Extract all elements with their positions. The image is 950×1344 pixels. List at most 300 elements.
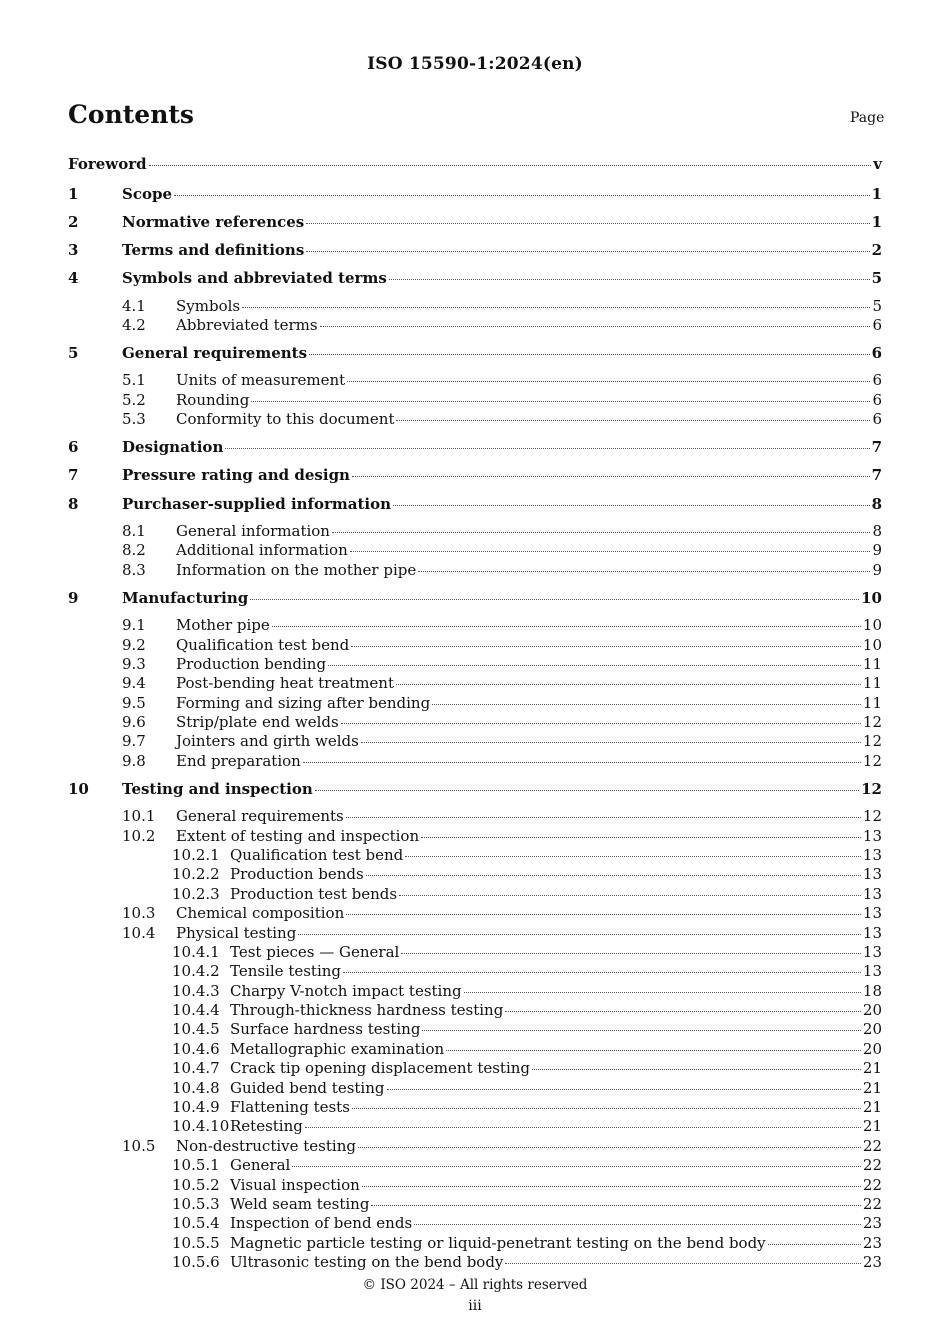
- toc-entry-number: 9: [68, 588, 79, 607]
- toc-entry-page: v: [873, 155, 882, 173]
- toc-entry-line: [176, 391, 882, 410]
- toc-entry-title[interactable]: Metallographic examination: [230, 1039, 445, 1058]
- toc-entry-line: [230, 1176, 882, 1195]
- toc-entry-number: 9.7: [122, 732, 146, 751]
- toc-entry[interactable]: [68, 212, 882, 240]
- toc-entry-number: 10.4.2: [172, 962, 220, 981]
- toc-entry-number: 10.2.2: [172, 865, 220, 884]
- dot-leader: [306, 250, 869, 252]
- dot-leader: [358, 1146, 861, 1148]
- toc-entry-title[interactable]: Normative references: [122, 212, 305, 231]
- dot-leader: [399, 894, 861, 896]
- dot-leader: [251, 400, 870, 402]
- toc-entry-line: [176, 655, 882, 674]
- dot-leader: [347, 380, 870, 382]
- toc-entry-title[interactable]: Scope: [122, 184, 173, 203]
- toc-entry-line: [122, 343, 882, 363]
- toc-entry-line: [176, 924, 882, 943]
- toc-entry[interactable]: [68, 1234, 882, 1253]
- document-header: ISO 15590-1:2024(en): [367, 54, 583, 74]
- toc-entry-title[interactable]: Qualification test bend: [230, 845, 404, 864]
- toc-entry-line: [122, 779, 882, 799]
- dot-leader: [242, 306, 870, 308]
- toc-entry-title[interactable]: Foreword: [68, 155, 147, 173]
- dot-leader: [532, 1068, 861, 1070]
- toc-entry-title[interactable]: Tensile testing: [230, 962, 342, 981]
- toc-entry-title[interactable]: Rounding: [176, 390, 250, 409]
- toc-entry-page: 1: [871, 184, 882, 203]
- toc-entry[interactable]: [68, 1214, 882, 1233]
- toc-entry-line: [176, 1137, 882, 1156]
- dot-leader: [351, 645, 861, 647]
- dot-leader: [421, 836, 861, 838]
- toc-entry-line: [176, 807, 882, 826]
- toc-entry-page: 6: [872, 316, 882, 335]
- toc-entry-page: 23: [862, 1233, 882, 1252]
- toc-entry-title[interactable]: General information: [176, 522, 330, 541]
- toc-entry-page: 8: [872, 522, 882, 541]
- toc-entry-page: 6: [872, 410, 882, 429]
- toc-entry-line: [176, 713, 882, 732]
- toc-entry-line: [230, 1059, 882, 1078]
- toc-entry-page: 21: [862, 1059, 882, 1078]
- toc-entry-number: 4.2: [122, 316, 146, 335]
- dot-leader: [305, 1126, 861, 1128]
- toc-entry-title[interactable]: General requirements: [122, 344, 308, 363]
- toc-entry-title[interactable]: Production bends: [230, 865, 364, 884]
- toc-entry[interactable]: [68, 1195, 882, 1214]
- toc-entry-line: [122, 184, 882, 204]
- toc-entry-title[interactable]: End preparation: [176, 751, 301, 770]
- toc-entry-number: 10.5.4: [172, 1214, 220, 1233]
- toc-entry-title[interactable]: General: [230, 1156, 291, 1175]
- dot-leader: [396, 683, 861, 685]
- dot-leader: [303, 761, 861, 763]
- toc-entry-number: 5.2: [122, 390, 146, 409]
- toc-entry-line: [122, 437, 882, 457]
- toc-entry-page: 20: [862, 1039, 882, 1058]
- toc-entry[interactable]: [68, 1020, 882, 1039]
- toc-entry-number: 7: [68, 466, 79, 485]
- toc-entry-line: [230, 1234, 882, 1253]
- dot-leader: [309, 353, 870, 355]
- dot-leader: [250, 598, 859, 600]
- toc-entry[interactable]: [68, 616, 882, 635]
- toc-entry-page: 21: [862, 1098, 882, 1117]
- dot-leader: [346, 913, 861, 915]
- toc-entry-title[interactable]: Production bending: [176, 654, 327, 673]
- toc-entry[interactable]: [68, 541, 882, 560]
- toc-entry-line: [176, 410, 882, 429]
- toc-entry-title[interactable]: Abbreviated terms: [176, 316, 318, 335]
- toc-entry-title[interactable]: Magnetic particle testing or liquid-penetrant testing on the bend body: [230, 1233, 766, 1252]
- toc-entry-title[interactable]: Crack tip opening displacement testing: [230, 1059, 531, 1078]
- toc-entry-page: 18: [862, 981, 882, 1000]
- toc-entry-title[interactable]: Ultrasonic testing on the bend body: [230, 1253, 504, 1272]
- toc-entry-page: 21: [862, 1078, 882, 1097]
- toc-entry-number: 5.1: [122, 371, 146, 390]
- toc-entry-page: 7: [871, 438, 882, 457]
- toc-entry[interactable]: [68, 1137, 882, 1156]
- toc-entry-line: [122, 588, 882, 608]
- toc-entry[interactable]: [68, 494, 882, 522]
- toc-entry[interactable]: [68, 316, 882, 343]
- toc-entry-title[interactable]: Non-destructive testing: [176, 1136, 356, 1155]
- toc-entry[interactable]: [68, 694, 882, 713]
- toc-entry-title[interactable]: Extent of testing and inspection: [176, 826, 420, 845]
- toc-entry-number: 8: [68, 494, 79, 513]
- page-column-label: Page: [850, 110, 885, 126]
- toc-entry-title[interactable]: General requirements: [176, 807, 344, 826]
- toc-entry-number: 9.4: [122, 674, 146, 693]
- page-number: iii: [468, 1298, 482, 1314]
- toc-entry-line: [230, 962, 882, 981]
- toc-entry-number: 10.4.6: [172, 1039, 220, 1058]
- toc-entry-title[interactable]: Pressure rating and design: [122, 466, 350, 485]
- toc-entry-number: 5.3: [122, 410, 146, 429]
- toc-entry[interactable]: [68, 437, 882, 465]
- toc-entry-number: 3: [68, 241, 79, 260]
- dot-leader: [446, 1049, 861, 1051]
- toc-entry-line: [176, 752, 882, 771]
- toc-entry-number: 10.1: [122, 807, 156, 826]
- dot-leader: [292, 1165, 861, 1167]
- toc-entry-page: 11: [862, 693, 882, 712]
- toc-entry[interactable]: [68, 924, 882, 943]
- dot-leader: [387, 1088, 861, 1090]
- toc-entry-title[interactable]: Purchaser-supplied information: [122, 494, 392, 513]
- toc-entry-line: [176, 316, 882, 335]
- dot-leader: [393, 504, 870, 506]
- toc-entry-number: 10.4.8: [172, 1078, 220, 1097]
- dot-leader: [328, 664, 861, 666]
- toc-entry-number: 10.5.2: [172, 1175, 220, 1194]
- dot-leader: [361, 741, 861, 743]
- toc-entry-page: 10: [862, 635, 882, 654]
- dot-leader: [505, 1010, 861, 1012]
- toc-entry-number: 10.5.1: [172, 1156, 220, 1175]
- toc-entry-number: 10.5: [122, 1136, 156, 1155]
- toc-entry-number: 10.5.6: [172, 1253, 220, 1272]
- toc-entry-page: 12: [862, 751, 882, 770]
- toc-entry-number: 10.4.7: [172, 1059, 220, 1078]
- toc-entry-number: 10.4.9: [172, 1098, 220, 1117]
- toc-entry[interactable]: [68, 962, 882, 981]
- toc-entry-page: 13: [862, 962, 882, 981]
- dot-leader: [505, 1262, 861, 1264]
- toc-entry-page: 22: [862, 1194, 882, 1213]
- toc-entry-line: [230, 885, 882, 904]
- toc-entry-page: 22: [862, 1175, 882, 1194]
- toc-entry-page: 21: [862, 1117, 882, 1136]
- toc-entry-number: 1: [68, 184, 79, 203]
- toc-entry-page: 13: [862, 826, 882, 845]
- toc-entry[interactable]: [68, 827, 882, 846]
- toc-entry-page: 5: [872, 296, 882, 315]
- toc-entry[interactable]: [68, 465, 882, 493]
- toc-entry-number: 10.4.5: [172, 1020, 220, 1039]
- toc-entry-line: [230, 1156, 882, 1175]
- toc-entry[interactable]: [68, 184, 882, 212]
- toc-entry-page: 9: [872, 560, 882, 579]
- toc-entry-page: 12: [862, 807, 882, 826]
- toc-entry-number: 10.4.1: [172, 942, 220, 961]
- toc-entry-number: 8.2: [122, 541, 146, 560]
- dot-leader: [768, 1243, 861, 1245]
- toc-entry[interactable]: [68, 588, 882, 616]
- toc-entry[interactable]: [68, 865, 882, 884]
- toc-entry[interactable]: [68, 1001, 882, 1020]
- toc-entry-title[interactable]: Terms and definitions: [122, 241, 305, 260]
- toc-entry-line: [68, 154, 882, 174]
- toc-entry-number: 10.5.3: [172, 1194, 220, 1213]
- toc-entry-line: [176, 616, 882, 635]
- toc-entry-number: 2: [68, 212, 79, 231]
- toc-entry[interactable]: [68, 779, 882, 807]
- toc-entry-title[interactable]: Symbols and abbreviated terms: [122, 269, 387, 288]
- dot-leader: [343, 971, 861, 973]
- toc-entry-line: [122, 268, 882, 288]
- toc-entry-page: 7: [871, 466, 882, 485]
- toc-entry[interactable]: [68, 1059, 882, 1078]
- toc-entry-page: 23: [862, 1253, 882, 1272]
- toc-entry[interactable]: [68, 1079, 882, 1098]
- toc-entry[interactable]: [68, 1156, 882, 1175]
- toc-entry-page: 6: [872, 390, 882, 409]
- toc-entry[interactable]: [68, 885, 882, 904]
- toc-entry-line: [176, 904, 882, 923]
- toc-entry[interactable]: [68, 268, 882, 296]
- toc-entry-title[interactable]: Units of measurement: [176, 371, 346, 390]
- toc-entry[interactable]: [68, 410, 882, 437]
- toc-entry-line: [230, 1253, 882, 1272]
- toc-entry-line: [122, 465, 882, 485]
- toc-entry-title[interactable]: Chemical composition: [176, 904, 345, 923]
- toc-entry-number: 10.4: [122, 923, 156, 942]
- toc-entry-number: 9.1: [122, 616, 146, 635]
- toc-entry-line: [176, 371, 882, 390]
- toc-entry-title[interactable]: Manufacturing: [122, 588, 249, 607]
- toc-entry-number: 4: [68, 269, 79, 288]
- toc-entry-page: 1: [871, 212, 882, 231]
- toc-entry-line: [230, 982, 882, 1001]
- dot-leader: [432, 703, 861, 705]
- toc-entry[interactable]: [68, 752, 882, 779]
- toc-entry-line: [176, 297, 882, 316]
- toc-entry-number: 10.2.1: [172, 845, 220, 864]
- toc-entry-page: 13: [862, 884, 882, 903]
- toc-entry-number: 10.4.10: [172, 1117, 230, 1136]
- toc-entry-number: 9.2: [122, 635, 146, 654]
- toc-entry[interactable]: [68, 343, 882, 371]
- toc-entry-line: [230, 1195, 882, 1214]
- toc-entry-title[interactable]: Through-thickness hardness testing: [230, 1001, 504, 1020]
- dot-leader: [371, 1204, 860, 1206]
- dot-leader: [418, 570, 870, 572]
- toc-entry-title[interactable]: Additional information: [176, 541, 348, 560]
- toc-entry-page: 22: [862, 1136, 882, 1155]
- dot-leader: [306, 222, 869, 224]
- toc-entry[interactable]: [68, 154, 882, 184]
- toc-entry-line: [176, 636, 882, 655]
- toc-entry-line: [176, 674, 882, 693]
- dot-leader: [272, 625, 861, 627]
- toc-entry-number: 9.6: [122, 713, 146, 732]
- toc-entry-title[interactable]: Weld seam testing: [230, 1194, 370, 1213]
- toc-entry-number: 4.1: [122, 296, 146, 315]
- toc-entry-page: 11: [862, 674, 882, 693]
- toc-entry-page: 12: [862, 713, 882, 732]
- toc-entry-page: 12: [861, 779, 882, 798]
- toc-entry-title[interactable]: Physical testing: [176, 923, 297, 942]
- toc-entry-line: [230, 1117, 882, 1136]
- toc-entry-page: 20: [862, 1020, 882, 1039]
- toc-entry[interactable]: [68, 1253, 882, 1272]
- toc-entry-number: 6: [68, 438, 79, 457]
- dot-leader: [315, 789, 859, 791]
- toc-entry-title[interactable]: Surface hardness testing: [230, 1020, 421, 1039]
- toc-entry-title[interactable]: Post-bending heat treatment: [176, 674, 394, 693]
- toc-entry[interactable]: [68, 732, 882, 751]
- toc-entry-page: 5: [871, 269, 882, 288]
- toc-entry-number: 9.8: [122, 751, 146, 770]
- toc-entry-number: 9.3: [122, 654, 146, 673]
- toc-entry-page: 13: [862, 845, 882, 864]
- toc-entry-title[interactable]: Testing and inspection: [122, 779, 313, 798]
- toc-entry[interactable]: [68, 713, 882, 732]
- toc-entry-title[interactable]: Strip/plate end welds: [176, 713, 339, 732]
- toc-entry-line: [230, 1214, 882, 1233]
- toc-entry-line: [122, 212, 882, 232]
- toc-entry-number: 10.3: [122, 904, 156, 923]
- toc-entry-line: [230, 1040, 882, 1059]
- dot-leader: [298, 933, 861, 935]
- dot-leader: [362, 1185, 861, 1187]
- toc-entry-line: [230, 1020, 882, 1039]
- toc-entry-title[interactable]: Designation: [122, 438, 224, 457]
- toc-entry-title[interactable]: Flattening tests: [230, 1098, 350, 1117]
- dot-leader: [341, 722, 861, 724]
- toc-entry[interactable]: [68, 1176, 882, 1195]
- toc-entry-page: 9: [872, 541, 882, 560]
- toc-entry[interactable]: [68, 522, 882, 541]
- dot-leader: [414, 1223, 861, 1225]
- toc-entry[interactable]: [68, 674, 882, 693]
- toc-entry-title[interactable]: Mother pipe: [176, 616, 270, 635]
- toc-entry-number: 9.5: [122, 693, 146, 712]
- toc-entry-number: 8.1: [122, 522, 146, 541]
- toc-entry-page: 2: [871, 241, 882, 260]
- toc-entry-line: [176, 827, 882, 846]
- toc-entry[interactable]: [68, 807, 882, 826]
- toc-entry-title[interactable]: Jointers and girth welds: [176, 732, 359, 751]
- toc-entry[interactable]: [68, 982, 882, 1001]
- toc-entry-line: [176, 541, 882, 560]
- toc-entry-page: 23: [862, 1214, 882, 1233]
- toc-entry[interactable]: [68, 846, 882, 865]
- toc-entry-page: 13: [862, 942, 882, 961]
- toc-entry-page: 10: [861, 588, 882, 607]
- toc-entry[interactable]: [68, 391, 882, 410]
- toc-entry-title[interactable]: Inspection of bend ends: [230, 1214, 413, 1233]
- toc-entry-page: 12: [862, 732, 882, 751]
- toc-entry[interactable]: [68, 561, 882, 588]
- toc-entry[interactable]: [68, 943, 882, 962]
- toc-entry-number: 10.5.5: [172, 1233, 220, 1252]
- toc-entry-number: 10.4.4: [172, 1001, 220, 1020]
- toc-entry-page: 13: [862, 904, 882, 923]
- toc-entry-page: 6: [871, 344, 882, 363]
- toc-entry-page: 10: [862, 616, 882, 635]
- table-of-contents: [68, 154, 882, 1273]
- toc-entry-title[interactable]: Information on the mother pipe: [176, 560, 417, 579]
- toc-entry-page: 6: [872, 371, 882, 390]
- toc-entry-page: 11: [862, 654, 882, 673]
- toc-entry-title[interactable]: Visual inspection: [230, 1175, 360, 1194]
- toc-entry[interactable]: [68, 371, 882, 390]
- toc-entry-page: 8: [871, 494, 882, 513]
- toc-entry[interactable]: [68, 636, 882, 655]
- dot-leader: [320, 325, 871, 327]
- toc-entry-line: [176, 732, 882, 751]
- toc-entry-number: 10: [68, 779, 89, 798]
- dot-leader: [149, 164, 872, 166]
- toc-entry-title[interactable]: Conformity to this document: [176, 410, 395, 429]
- toc-entry-line: [230, 943, 882, 962]
- toc-entry-number: 10.4.3: [172, 981, 220, 1000]
- toc-entry-line: [230, 1079, 882, 1098]
- toc-entry-page: 13: [862, 923, 882, 942]
- toc-entry-title[interactable]: Retesting: [230, 1117, 303, 1136]
- toc-entry[interactable]: [68, 240, 882, 268]
- dot-leader: [174, 194, 870, 196]
- toc-entry-title[interactable]: Production test bends: [230, 884, 398, 903]
- toc-entry-line: [122, 240, 882, 260]
- toc-entry[interactable]: [68, 1117, 882, 1136]
- toc-entry-line: [122, 494, 882, 514]
- toc-entry-line: [230, 846, 882, 865]
- toc-entry-line: [176, 694, 882, 713]
- toc-entry-number: 8.3: [122, 560, 146, 579]
- toc-entry-line: [230, 865, 882, 884]
- toc-entry-line: [176, 561, 882, 580]
- dot-leader: [332, 531, 870, 533]
- toc-entry-title[interactable]: Test pieces — General: [230, 942, 400, 961]
- toc-entry-title[interactable]: Symbols: [176, 296, 241, 315]
- dot-leader: [464, 991, 861, 993]
- toc-entry[interactable]: [68, 1040, 882, 1059]
- toc-entry[interactable]: [68, 655, 882, 674]
- dot-leader: [405, 855, 861, 857]
- toc-entry-line: [176, 522, 882, 541]
- toc-entry-title[interactable]: Guided bend testing: [230, 1078, 385, 1097]
- dot-leader: [346, 816, 861, 818]
- toc-entry[interactable]: [68, 904, 882, 923]
- toc-entry-line: [230, 1098, 882, 1117]
- toc-entry-page: 13: [862, 865, 882, 884]
- dot-leader: [389, 278, 870, 280]
- toc-entry[interactable]: [68, 297, 882, 316]
- toc-entry-number: 10.2: [122, 826, 156, 845]
- dot-leader: [352, 475, 870, 477]
- dot-leader: [396, 419, 870, 421]
- toc-entry-title[interactable]: Charpy V-notch impact testing: [230, 981, 462, 1000]
- dot-leader: [352, 1107, 861, 1109]
- toc-entry-title[interactable]: Qualification test bend: [176, 635, 350, 654]
- copyright-footer: © ISO 2024 – All rights reserved: [362, 1277, 588, 1293]
- toc-entry[interactable]: [68, 1098, 882, 1117]
- toc-entry-title[interactable]: Forming and sizing after bending: [176, 693, 431, 712]
